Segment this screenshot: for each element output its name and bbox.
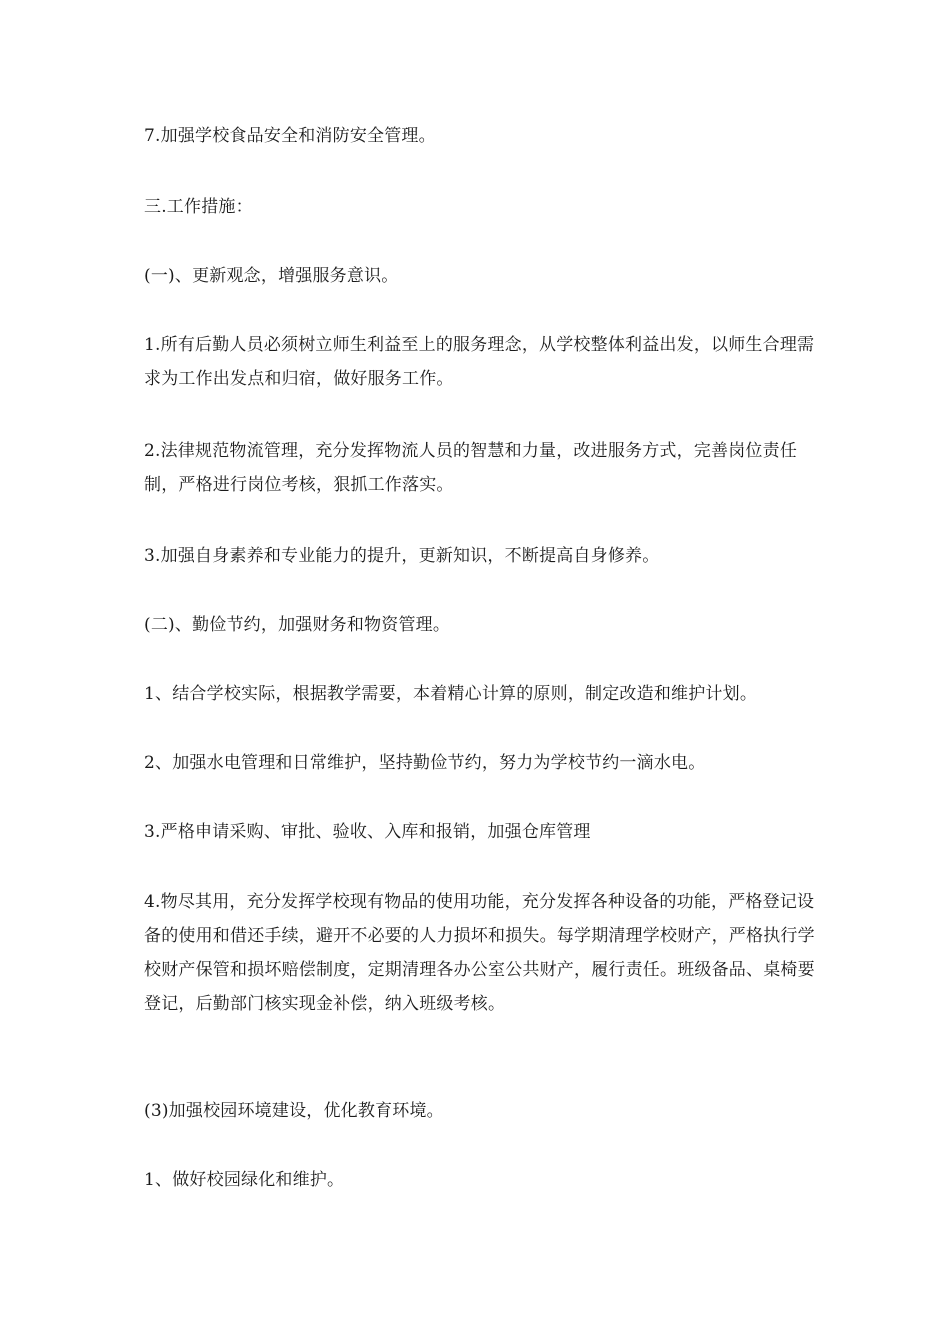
paragraph-self-improvement: 3.加强自身素养和专业能力的提升，更新知识，不断提高自身修养。 bbox=[144, 546, 660, 566]
paragraph-asset-usage: 4.物尽其用，充分发挥学校现有物品的使用功能，充分发挥各种设备的功能，严格登记设备的使用和借还手续，避开不必要的人力损坏和损失。每学期清理学校财产，严格执行学校财产保管和损坏赔偿制度，定期清理各办公室公共财产，履行责任。班级备品、桌椅要登记，后勤部门核实现金补偿，纳入班级考核。 bbox=[144, 892, 815, 1014]
paragraph-water-electricity: 2、加强水电管理和日常维护，坚持勤俭节约，努力为学校节约一滴水电。 bbox=[144, 753, 706, 773]
subheading-thrift-finance: (二)、勤俭节约，加强财务和物资管理。 bbox=[144, 615, 451, 635]
paragraph-renovation-plan: 1、结合学校实际，根据教学需要，本着精心计算的原则，制定改造和维护计划。 bbox=[144, 684, 758, 704]
subheading-campus-environment: (3)加强校园环境建设，优化教育环境。 bbox=[144, 1101, 444, 1121]
paragraph-logistics-management: 2.法律规范物流管理，充分发挥物流人员的智慧和力量，改进服务方式，完善岗位责任制，严格进行岗位考核，狠抓工作落实。 bbox=[144, 441, 798, 495]
paragraph-food-fire-safety: 7.加强学校食品安全和消防安全管理。 bbox=[144, 126, 436, 146]
paragraph-service-philosophy: 1.所有后勤人员必须树立师生利益至上的服务理念，从学校整体利益出发，以师生合理需求为工作出发点和归宿，做好服务工作。 bbox=[144, 335, 815, 389]
paragraph-greening: 1、做好校园绿化和维护。 bbox=[144, 1170, 345, 1190]
paragraph-procurement: 3.严格申请采购、审批、验收、入库和报销，加强仓库管理 bbox=[144, 822, 591, 842]
subheading-update-concepts: (一)、更新观念，增强服务意识。 bbox=[144, 266, 399, 286]
section-heading-work-measures: 三.工作措施： bbox=[144, 197, 253, 217]
